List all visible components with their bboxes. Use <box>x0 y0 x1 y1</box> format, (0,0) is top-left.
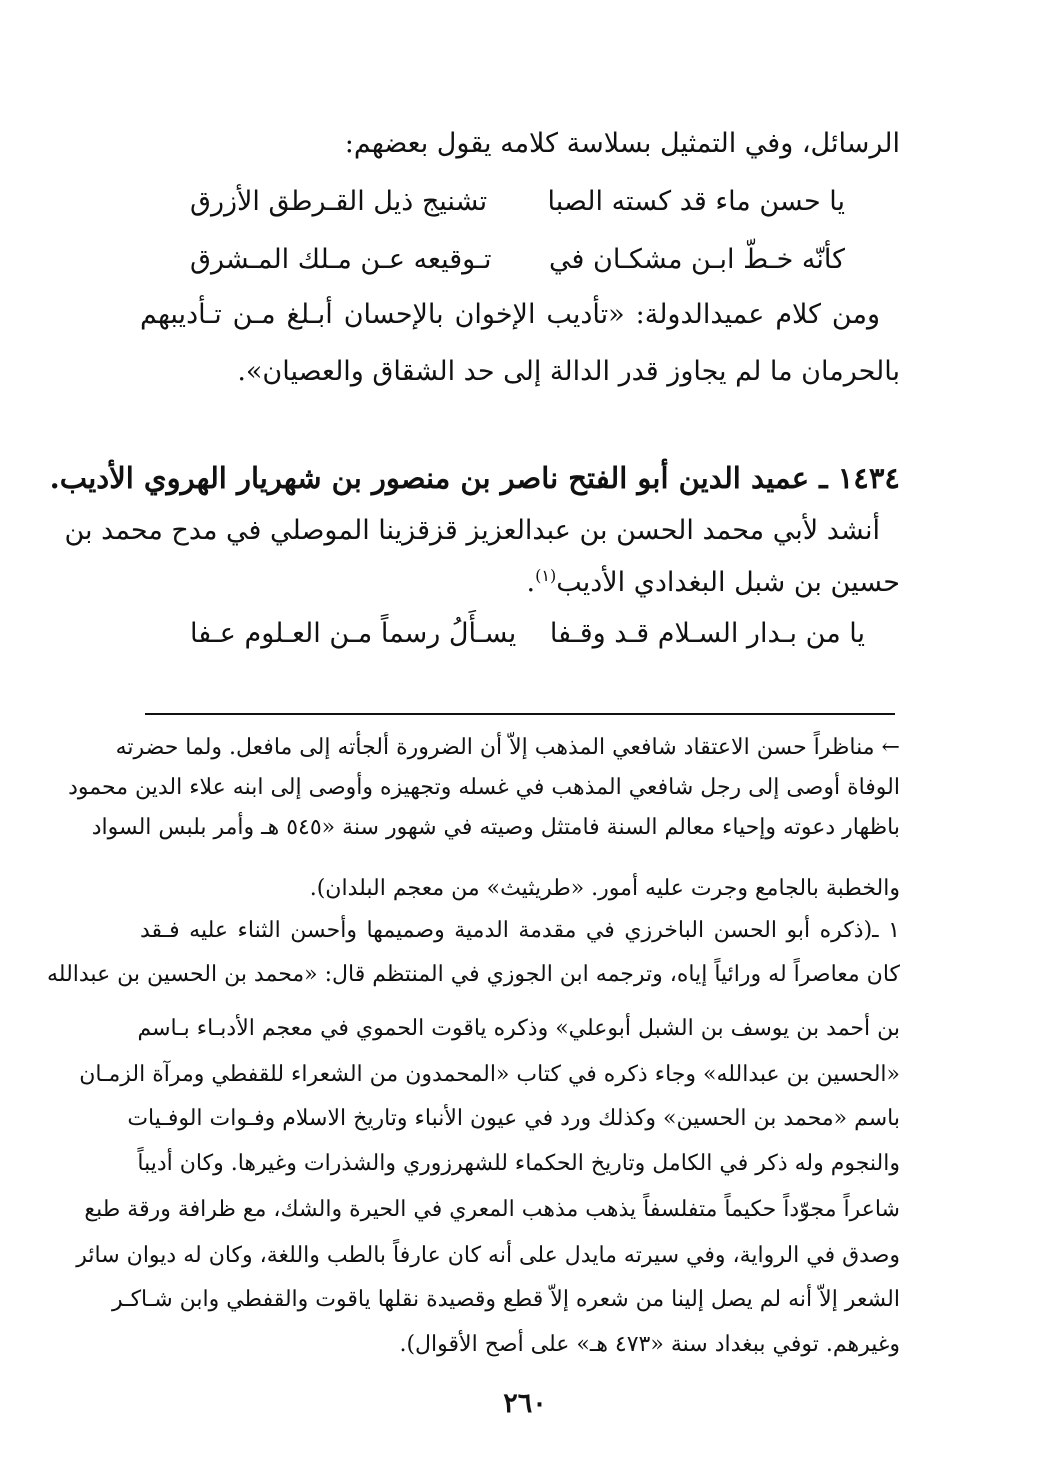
footnote-cont-line: ← مناظراً حسن الاعتقاد شافعي المذهب إلاّ أن الضرورة ألجأته إلى مافعل. ولما حضرته <box>115 735 900 760</box>
footnote-1-line: وغيرهم. توفي ببغداد سنة «٤٧٣ هـ» على أصح الأقوال). <box>399 1332 900 1357</box>
footnote-cont-line: باظهار دعوته وإحياء معالم السنة فامتثل وصيته في شهور سنة «٥٤٥ هـ وأمر بلبس السواد <box>91 815 900 840</box>
entry-line-2 <box>140 556 900 603</box>
footnote-1-line: باسم «محمد بن الحسين» وكذلك ورد في عيون الأنباء وتاريخ الاسلام وفـوات الوفـيات <box>127 1106 900 1131</box>
entry-line-2-end: . <box>526 567 536 598</box>
footnote-1-line: والنجوم وله ذكر في الكامل وتاريخ الحكماء للشهرزوري والشذرات وغيرها. وكان أديباً <box>137 1151 900 1176</box>
footnote-1-line: كان معاصراً له ورائياً إياه، وترجمه ابن الجوزي في المنتظم قال: «محمد بن الحسين بن عبدالله <box>46 962 900 987</box>
footnote-ref-1: (١) <box>535 566 557 585</box>
poem2-verse1-first-hemistich: يا من بـدار السـلام قـد وقـفا <box>549 618 865 649</box>
poem2-verse1-second-hemistich: يسـأَلُ رسماً مـن العـلوم عـفا <box>190 618 517 649</box>
footnote-1-line: الشعر إلاّ أنه لم يصل إلينا من شعره إلاّ قطع وقصيدة نقلها ياقوت والقفطي وابن شـاكـر <box>111 1287 900 1312</box>
poem1-verse2-second-hemistich: تـوقيعه عـن مـلك المـشرق <box>190 244 492 275</box>
entry-heading: ١٤٣٤ ـ عميد الدين أبو الفتح ناصر بن منصور بن شهريار الهروي الأديب. <box>49 461 900 495</box>
footnote-1-line: وصدق في الرواية، وفي سيرته مايدل على أنه كان عارفاً بالطب واللغة، وكان له ديوان سائر <box>76 1243 900 1268</box>
footnote-1-line: «الحسين بن عبدالله» وجاء ذكره في كتاب «المحمدون من الشعراء للقفطي ومرآة الزمـان <box>79 1062 900 1087</box>
intro-line: الرسائل، وفي التمثيل بسلاسة كلامه يقول بعضهم: <box>344 128 900 159</box>
entry-line-2-text: حسين بن شبل البغدادي الأديب <box>556 567 900 598</box>
footnote-1-line: بن أحمد بن يوسف بن الشبل أبوعلي» وذكره ياقوت الحموي في معجم الأدبـاء بـاسم <box>137 1016 900 1041</box>
poem1-verse1-first-hemistich: يا حسن ماء قد كسته الصبا <box>547 186 845 217</box>
quote-line-2: بالحرمان ما لم يجاوز قدر الدالة إلى حد الشقاق والعصيان». <box>237 356 900 387</box>
poem1-verse2-first-hemistich: كأنّه خـطّ ابـن مشكـان في <box>549 244 845 275</box>
footnote-separator <box>145 713 895 715</box>
footnote-1-line: ١ ـ(ذكره أبو الحسن الباخرزي في مقدمة الدمية وصميمها وأحسن الثناء عليه فـقد <box>140 918 900 943</box>
footnote-cont-line: الوفاة أوصى إلى رجل شافعي المذهب في غسله وتجهيزه وأوصى إلى ابنه علاء الدين محمود <box>68 775 900 800</box>
entry-line-1: أنشد لأبي محمد الحسن بن عبدالعزيز قزقزينا الموصلي في مدح محمد بن <box>64 515 880 546</box>
footnote-cont-line: والخطبة بالجامع وجرت عليه أمور. «طريثيث» من معجم البلدان). <box>309 876 900 901</box>
footnote-1-line: شاعراً مجوّداً حكيماً متفلسفاً يذهب مذهب المعري في الحيرة والشك، مع ظرافة ورقة طبع <box>84 1197 900 1222</box>
quote-line-1: ومن كلام عميدالدولة: «تأديب الإخوان بالإحسان أبـلغ مـن تـأديبهم <box>140 299 880 330</box>
poem1-verse1-second-hemistich: تشنيج ذيل القـرطق الأزرق <box>190 186 488 217</box>
page-number: ٢٦٠ <box>503 1388 547 1419</box>
